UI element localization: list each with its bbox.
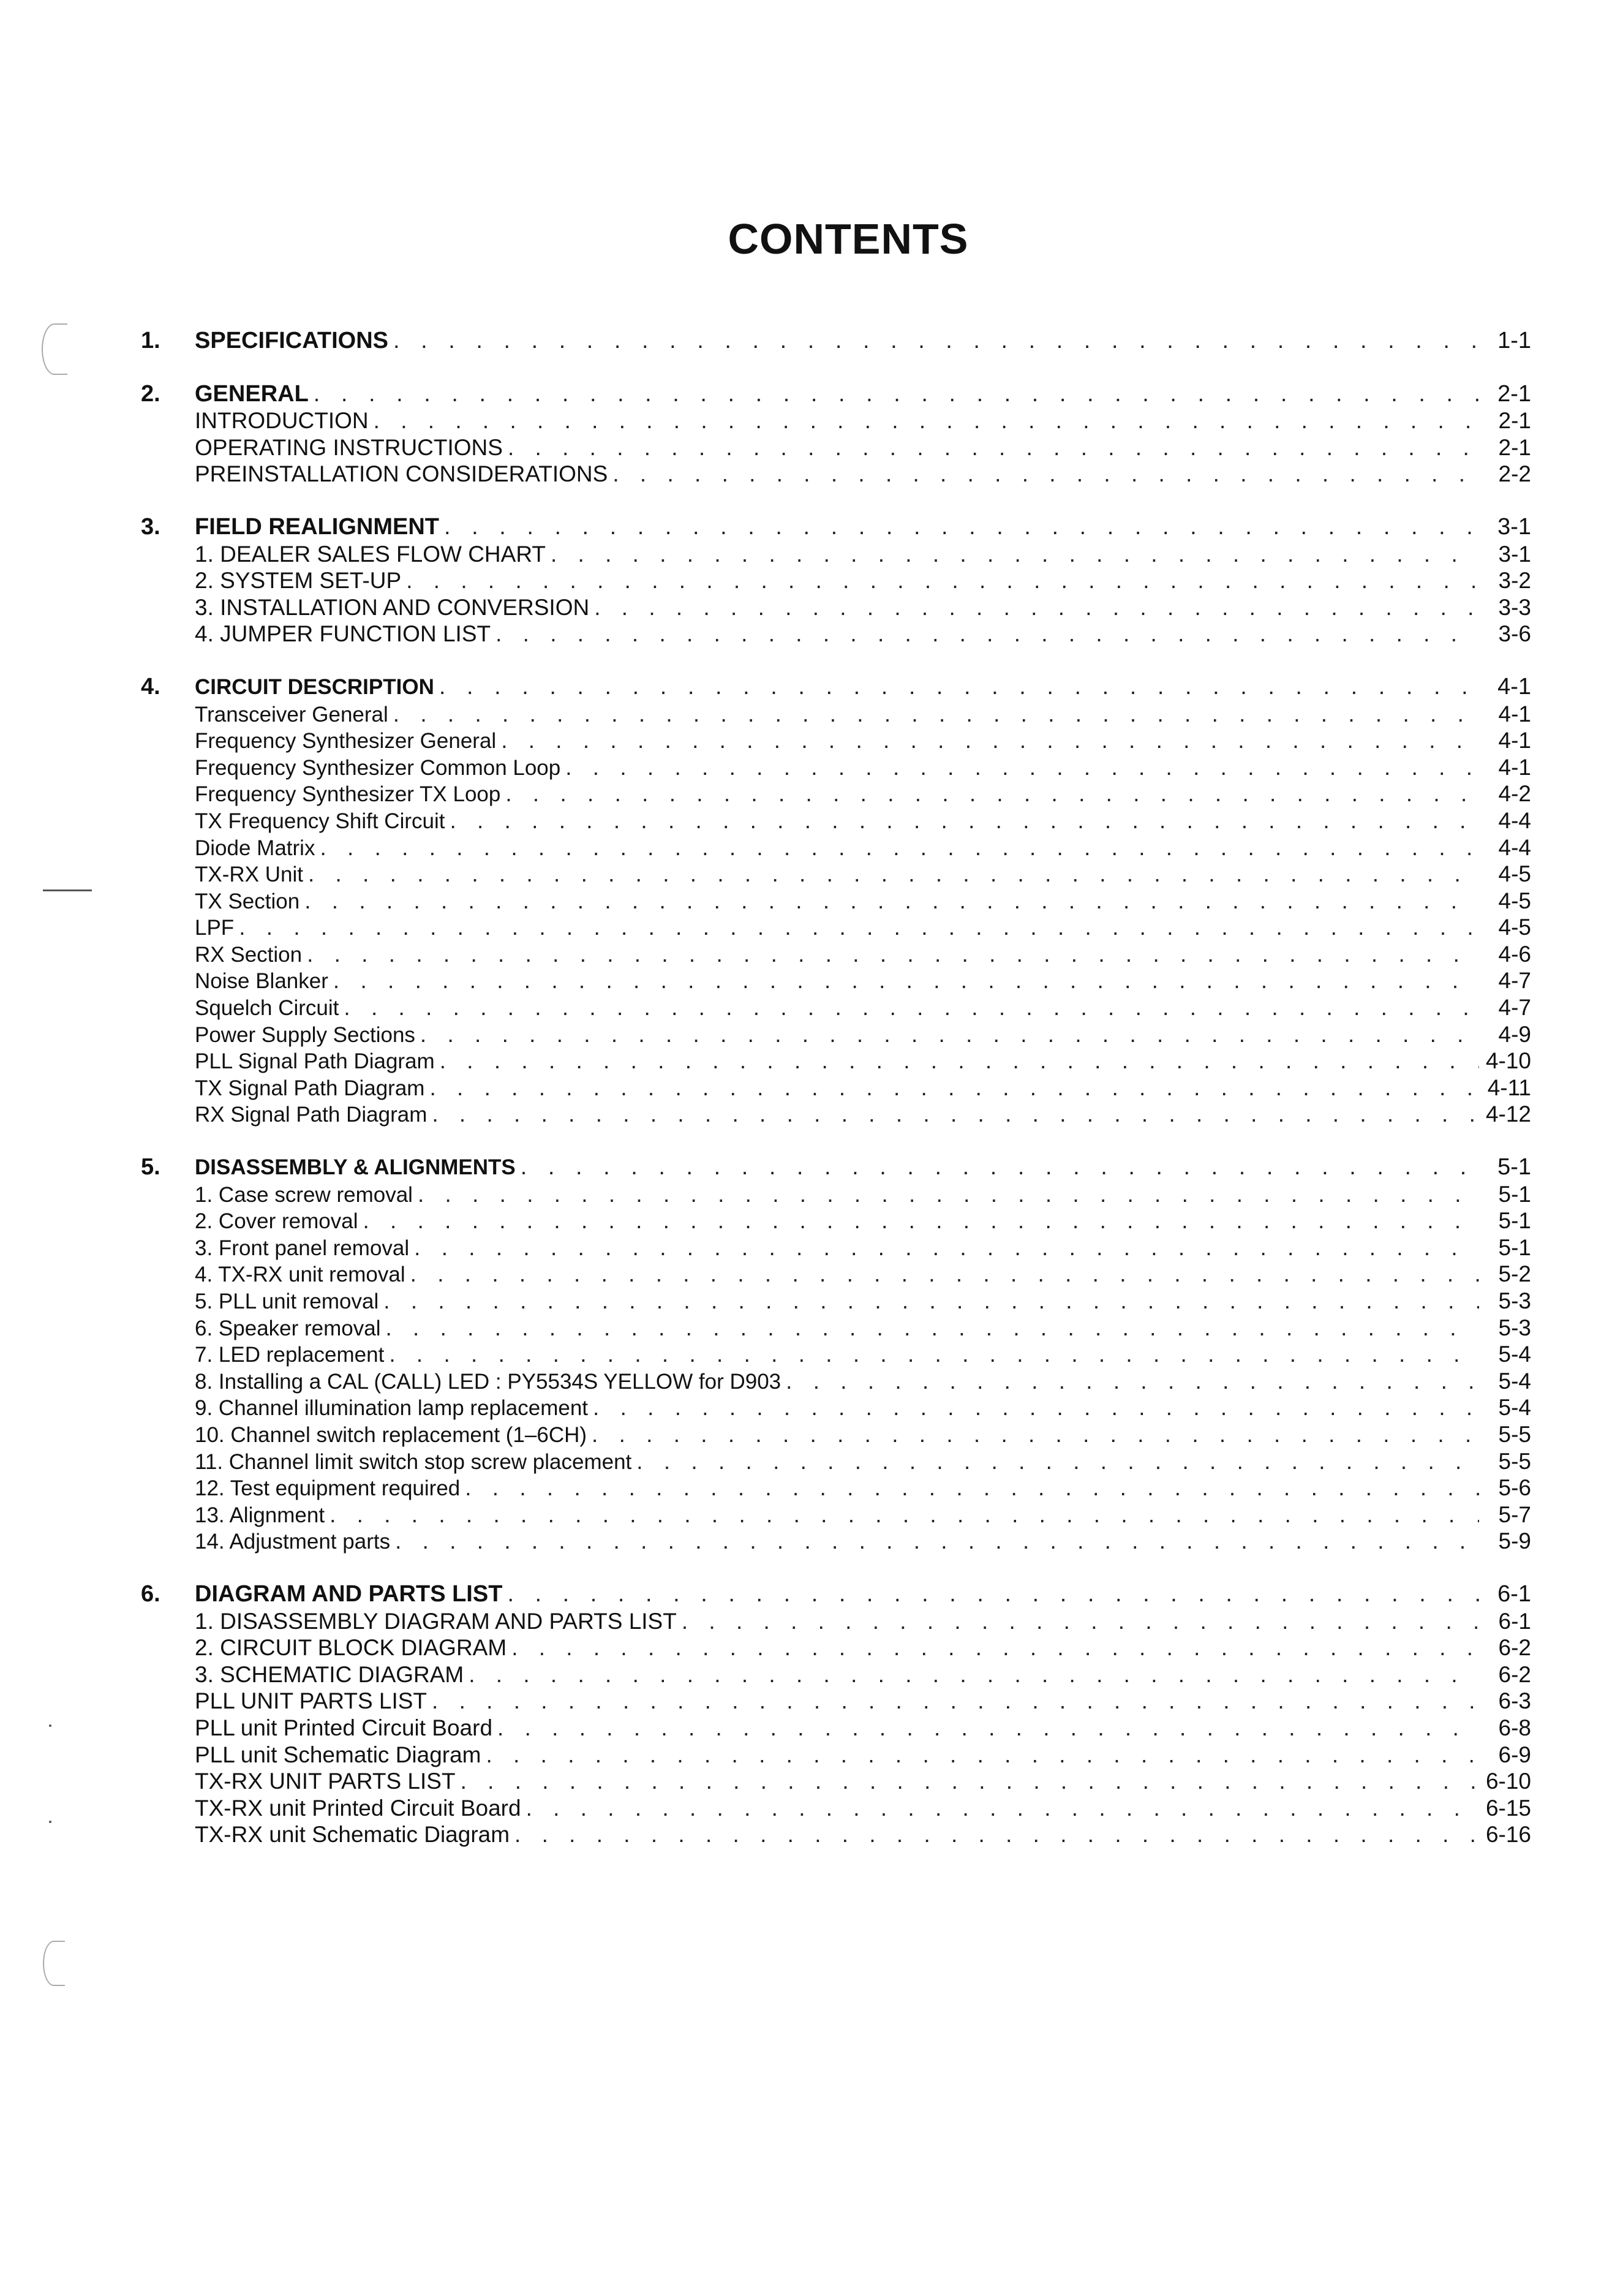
dot-leader <box>314 381 1479 408</box>
toc-entry[interactable] <box>141 1821 1531 1848</box>
dot-leader <box>444 514 1479 541</box>
toc-entry[interactable] <box>141 1074 1531 1101</box>
toc-section <box>141 1154 1531 1555</box>
entry-label: 2. Cover removal <box>195 1209 358 1234</box>
section-number: 4. <box>141 673 160 700</box>
page-number: 4-5 <box>1498 915 1531 940</box>
entry-label: 5. PLL unit removal <box>195 1290 379 1313</box>
entry-label: TX-RX unit Schematic Diagram <box>195 1822 510 1848</box>
dot-leader <box>594 594 1479 621</box>
scan-artifact <box>43 1941 65 1986</box>
dot-leader <box>501 727 1479 754</box>
toc-entry[interactable] <box>141 1341 1531 1368</box>
toc-entry[interactable] <box>141 621 1531 648</box>
toc-entry[interactable] <box>141 888 1531 915</box>
page-number: 5-9 <box>1498 1528 1531 1554</box>
page-number: 5-1 <box>1497 1154 1531 1180</box>
entry-label: 4. JUMPER FUNCTION LIST <box>195 621 491 647</box>
toc-entry[interactable] <box>141 1261 1531 1288</box>
page-number: 6-1 <box>1497 1580 1531 1607</box>
dot-leader <box>682 1608 1479 1635</box>
dot-leader <box>593 1394 1479 1421</box>
scan-artifact <box>49 1724 51 1727</box>
section-title: SPECIFICATIONS <box>195 328 388 353</box>
toc-entry[interactable] <box>141 967 1531 994</box>
entry-label: PLL UNIT PARTS LIST <box>195 1688 427 1714</box>
page-number: 4-10 <box>1485 1048 1531 1074</box>
page-number: 5-4 <box>1498 1368 1531 1394</box>
scan-artifact <box>43 889 92 891</box>
toc-section <box>141 1581 1531 1848</box>
scan-artifact <box>42 323 67 375</box>
dot-leader <box>497 1715 1479 1742</box>
dot-leader <box>414 1234 1479 1261</box>
page-number: 4-9 <box>1498 1021 1531 1047</box>
toc-entry[interactable] <box>141 1101 1531 1128</box>
entry-label: 1. DEALER SALES FLOW CHART <box>195 541 546 567</box>
dot-leader <box>410 1261 1479 1288</box>
page-number: 5-4 <box>1498 1342 1531 1367</box>
dot-leader <box>418 1181 1479 1208</box>
dot-leader <box>486 1742 1479 1769</box>
page-number: 4-6 <box>1498 941 1531 967</box>
dot-leader <box>406 567 1479 594</box>
section-number: 1. <box>141 328 160 353</box>
dot-leader <box>507 1581 1479 1608</box>
toc-section-heading[interactable] <box>141 1581 1531 1608</box>
toc-entry[interactable] <box>141 1528 1531 1555</box>
dot-leader <box>592 1421 1479 1448</box>
dot-leader <box>508 434 1479 461</box>
toc-entry[interactable] <box>141 1715 1531 1742</box>
section-title: DIAGRAM AND PARTS LIST <box>195 1580 503 1607</box>
toc-entry[interactable] <box>141 1661 1531 1688</box>
entry-label: 2. CIRCUIT BLOCK DIAGRAM <box>195 1635 507 1661</box>
entry-label: 13. Alignment <box>195 1503 325 1527</box>
section-number: 5. <box>141 1154 160 1180</box>
page-number: 3-1 <box>1497 513 1531 540</box>
dot-leader <box>374 407 1479 434</box>
entry-label: Diode Matrix <box>195 836 315 860</box>
toc-entry[interactable] <box>141 861 1531 888</box>
page-number: 5-3 <box>1498 1315 1531 1340</box>
toc-section-heading[interactable] <box>141 328 1531 355</box>
page-number: 5-5 <box>1498 1448 1531 1474</box>
dot-leader <box>432 1688 1479 1715</box>
entry-label: TX Signal Path Diagram <box>195 1076 425 1100</box>
toc-entry[interactable] <box>141 541 1531 568</box>
page-number: 4-7 <box>1498 995 1531 1021</box>
dot-leader <box>239 914 1479 941</box>
section-number: 3. <box>141 513 160 540</box>
toc-section-heading[interactable] <box>141 1154 1531 1181</box>
entry-label: 1. DISASSEMBLY DIAGRAM AND PARTS LIST <box>195 1608 677 1634</box>
page-number: 4-4 <box>1498 807 1531 833</box>
entry-label: PLL unit Schematic Diagram <box>195 1742 481 1767</box>
toc-entry[interactable] <box>141 994 1531 1021</box>
toc-entry[interactable] <box>141 1448 1531 1475</box>
toc-entry[interactable] <box>141 914 1531 941</box>
entry-label: TX-RX Unit <box>195 863 303 887</box>
toc-section <box>141 381 1531 488</box>
toc-entry[interactable] <box>141 1234 1531 1261</box>
entry-label: Transceiver General <box>195 702 388 727</box>
entry-label: TX-RX UNIT PARTS LIST <box>195 1769 456 1794</box>
entry-label: 10. Channel switch replacement (1–6CH) <box>195 1422 587 1447</box>
entry-label: 8. Installing a CAL (CALL) LED : PY5534S YELLOW for D903 <box>195 1369 781 1394</box>
entry-label: PLL Signal Path Diagram <box>195 1049 435 1074</box>
page-number: 3-6 <box>1498 621 1531 647</box>
dot-leader <box>439 674 1479 701</box>
section-number: 2. <box>141 380 160 407</box>
page-number: 6-3 <box>1498 1688 1531 1714</box>
page-number: 5-6 <box>1498 1475 1531 1501</box>
page-number: 4-1 <box>1498 701 1531 727</box>
dot-leader <box>786 1368 1479 1395</box>
dot-leader <box>495 621 1479 648</box>
dot-leader <box>469 1661 1479 1688</box>
dot-leader <box>304 888 1479 915</box>
toc-entry[interactable] <box>141 780 1531 807</box>
entry-label: TX Section <box>195 889 300 913</box>
toc-section-heading[interactable] <box>141 674 1531 701</box>
toc-entry[interactable] <box>141 1315 1531 1342</box>
toc-entry[interactable] <box>141 1207 1531 1234</box>
toc-section <box>141 328 1531 355</box>
dot-leader <box>521 1154 1479 1181</box>
page-number: 4-1 <box>1497 673 1531 700</box>
page-number: 4-11 <box>1487 1074 1531 1100</box>
dot-leader <box>636 1448 1479 1475</box>
entry-label: RX Signal Path Diagram <box>195 1103 427 1127</box>
page-number: 6-2 <box>1498 1635 1531 1661</box>
entry-label: PREINSTALLATION CONSIDERATIONS <box>195 461 608 487</box>
entry-label: LPF <box>195 916 235 940</box>
section-title: FIELD REALIGNMENT <box>195 513 439 540</box>
toc-entry[interactable] <box>141 1795 1531 1822</box>
toc-entry[interactable] <box>141 807 1531 834</box>
entry-label: 3. INSTALLATION AND CONVERSION <box>195 594 590 620</box>
entry-label: 9. Channel illumination lamp replacement <box>195 1396 589 1421</box>
entry-label: TX Frequency Shift Circuit <box>195 809 445 833</box>
section-number: 6. <box>141 1580 160 1607</box>
page-number: 4-1 <box>1498 754 1531 780</box>
page-number: 4-1 <box>1498 728 1531 753</box>
section-title: GENERAL <box>195 380 309 407</box>
dot-leader <box>395 1528 1479 1555</box>
toc-entry[interactable] <box>141 461 1531 488</box>
entry-label: Frequency Synthesizer TX Loop <box>195 782 501 807</box>
toc-entry[interactable] <box>141 567 1531 594</box>
section-title: DISASSEMBLY & ALIGNMENTS <box>195 1155 516 1180</box>
dot-leader <box>432 1101 1479 1128</box>
dot-leader <box>363 1207 1479 1234</box>
dot-leader <box>333 967 1479 994</box>
dot-leader <box>565 754 1479 781</box>
dot-leader <box>461 1768 1479 1795</box>
entry-label: RX Section <box>195 942 303 967</box>
page-number: 3-3 <box>1498 594 1531 620</box>
page-number: 2-1 <box>1498 434 1531 460</box>
page-number: 5-1 <box>1498 1181 1531 1207</box>
page-number: 5-1 <box>1498 1234 1531 1260</box>
toc-entry[interactable] <box>141 1608 1531 1635</box>
dot-leader <box>505 780 1479 807</box>
toc-entry[interactable] <box>141 1048 1531 1074</box>
toc-entry[interactable] <box>141 1181 1531 1208</box>
page-number: 1-1 <box>1497 328 1531 353</box>
entry-label: TX-RX unit Printed Circuit Board <box>195 1795 521 1821</box>
page-number: 6-2 <box>1498 1661 1531 1687</box>
page-number: 6-16 <box>1485 1822 1531 1848</box>
toc-entry[interactable] <box>141 727 1531 754</box>
dot-leader <box>344 994 1479 1021</box>
page-number: 5-7 <box>1498 1501 1531 1527</box>
toc-entry[interactable] <box>141 1475 1531 1501</box>
page-number: 6-1 <box>1498 1608 1531 1634</box>
dot-leader <box>526 1795 1479 1822</box>
toc-entry[interactable] <box>141 1421 1531 1448</box>
dot-leader <box>329 1501 1479 1528</box>
toc-entry[interactable] <box>141 1288 1531 1315</box>
dot-leader <box>389 1341 1479 1368</box>
entry-label: Noise Blanker <box>195 969 328 994</box>
dot-leader <box>511 1634 1479 1661</box>
entry-label: 14. Adjustment parts <box>195 1530 391 1554</box>
dot-leader <box>429 1074 1479 1101</box>
toc-section-heading[interactable] <box>141 381 1531 408</box>
entry-label: 12. Test equipment required <box>195 1476 461 1501</box>
page-number: 6-10 <box>1485 1769 1531 1794</box>
entry-label: 3. SCHEMATIC DIAGRAM <box>195 1661 464 1687</box>
page-number: 4-2 <box>1498 781 1531 807</box>
dot-leader <box>612 461 1479 488</box>
toc-section <box>141 514 1531 648</box>
dot-leader <box>420 1021 1479 1048</box>
page-number: 3-2 <box>1498 568 1531 594</box>
dot-leader <box>393 328 1479 355</box>
page-number: 5-4 <box>1498 1395 1531 1421</box>
page-number: 6-15 <box>1485 1795 1531 1821</box>
entry-label: 2. SYSTEM SET-UP <box>195 568 402 594</box>
entry-label: 11. Channel limit switch stop screw placement <box>195 1449 632 1474</box>
dot-leader <box>307 941 1479 968</box>
toc-entry[interactable] <box>141 834 1531 861</box>
toc-entry[interactable] <box>141 1394 1531 1421</box>
page-number: 4-12 <box>1485 1101 1531 1127</box>
entry-label: PLL unit Printed Circuit Board <box>195 1715 493 1740</box>
entry-label: Frequency Synthesizer General <box>195 729 497 753</box>
page-number: 5-3 <box>1498 1288 1531 1313</box>
toc-section-heading[interactable] <box>141 514 1531 541</box>
toc-entry[interactable] <box>141 1368 1531 1395</box>
entry-label: 1. Case screw removal <box>195 1182 413 1207</box>
toc-entry[interactable] <box>141 941 1531 968</box>
dot-leader <box>383 1288 1479 1315</box>
toc-entry[interactable] <box>141 1501 1531 1528</box>
page-number: 5-2 <box>1498 1261 1531 1287</box>
dot-leader <box>551 541 1479 568</box>
toc-entry[interactable] <box>141 1688 1531 1715</box>
page-number: 2-1 <box>1497 380 1531 407</box>
entry-label: 7. LED replacement <box>195 1343 385 1367</box>
page-number: 6-8 <box>1498 1715 1531 1740</box>
dot-leader <box>450 807 1479 834</box>
page-number: 5-1 <box>1498 1208 1531 1234</box>
toc-entry[interactable] <box>141 754 1531 781</box>
entry-label: OPERATING INSTRUCTIONS <box>195 434 503 460</box>
section-title: CIRCUIT DESCRIPTION <box>195 674 434 699</box>
toc-entry[interactable] <box>141 1768 1531 1795</box>
toc-section <box>141 674 1531 1128</box>
scan-artifact <box>49 1821 51 1823</box>
entry-label: Frequency Synthesizer Common Loop <box>195 755 561 780</box>
dot-leader <box>514 1821 1479 1848</box>
table-of-contents <box>141 328 1531 1875</box>
dot-leader <box>308 861 1479 888</box>
dot-leader <box>440 1048 1479 1074</box>
page-number: 4-5 <box>1498 861 1531 887</box>
toc-entry[interactable] <box>141 594 1531 621</box>
page-number: 2-1 <box>1498 408 1531 434</box>
entry-label: 6. Speaker removal <box>195 1316 381 1340</box>
page-title: CONTENTS <box>728 215 969 263</box>
toc-entry[interactable] <box>141 1634 1531 1661</box>
toc-entry[interactable] <box>141 1021 1531 1048</box>
dot-leader <box>385 1315 1479 1342</box>
dot-leader <box>393 701 1479 728</box>
page-number: 4-5 <box>1498 888 1531 913</box>
entry-label: 4. TX-RX unit removal <box>195 1263 405 1287</box>
page-number: 4-7 <box>1498 968 1531 994</box>
toc-entry[interactable] <box>141 407 1531 434</box>
dot-leader <box>320 834 1479 861</box>
entry-label: Squelch Circuit <box>195 996 339 1021</box>
entry-label: Power Supply Sections <box>195 1022 415 1047</box>
entry-label: 3. Front panel removal <box>195 1236 410 1260</box>
toc-entry[interactable] <box>141 701 1531 728</box>
page-number: 6-9 <box>1498 1742 1531 1767</box>
toc-entry[interactable] <box>141 1742 1531 1769</box>
dot-leader <box>465 1475 1479 1501</box>
toc-entry[interactable] <box>141 434 1531 461</box>
page-number: 3-1 <box>1498 541 1531 567</box>
page-number: 4-4 <box>1498 834 1531 860</box>
entry-label: INTRODUCTION <box>195 408 369 434</box>
page-number: 5-5 <box>1498 1421 1531 1447</box>
page-number: 2-2 <box>1498 461 1531 487</box>
